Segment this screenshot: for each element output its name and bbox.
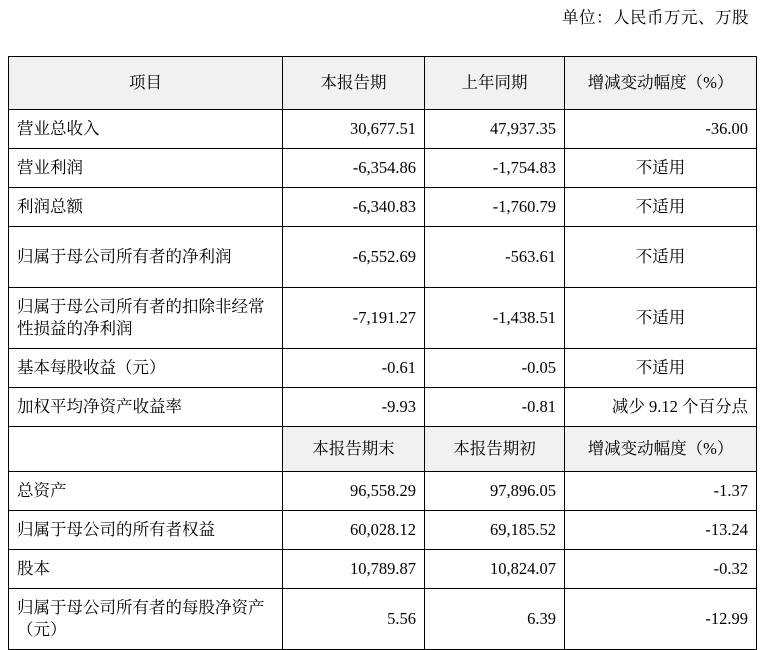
row-previous: -0.05	[425, 349, 565, 388]
row-label: 总资产	[9, 472, 283, 511]
header-cell-current-period: 本报告期	[283, 57, 425, 110]
row-label: 归属于母公司所有者的净利润	[9, 227, 283, 288]
row-change: -36.00	[565, 110, 757, 149]
row-previous: -0.81	[425, 388, 565, 427]
row-change: 不适用	[565, 349, 757, 388]
row-current: -0.61	[283, 349, 425, 388]
table-mid-header-row	[9, 427, 757, 472]
table-row	[9, 288, 757, 349]
row-current: -6,340.83	[283, 188, 425, 227]
table-row	[9, 511, 757, 550]
row-label: 归属于母公司的所有者权益	[9, 511, 283, 550]
table-row	[9, 188, 757, 227]
row-current: -9.93	[283, 388, 425, 427]
table-row	[9, 349, 757, 388]
row-previous: 47,937.35	[425, 110, 565, 149]
header-cell-previous-period: 上年同期	[425, 57, 565, 110]
row-current: -6,354.86	[283, 149, 425, 188]
row-change: -13.24	[565, 511, 757, 550]
row-previous: 6.39	[425, 589, 565, 650]
mid-header-change: 增减变动幅度（%）	[565, 427, 757, 472]
row-change: 减少 9.12 个百分点	[565, 388, 757, 427]
mid-header-blank	[9, 427, 283, 472]
row-label: 归属于母公司所有者的每股净资产（元）	[9, 589, 283, 650]
row-label: 利润总额	[9, 188, 283, 227]
mid-header-period-begin: 本报告期初	[425, 427, 565, 472]
table-row	[9, 589, 757, 650]
unit-note: 单位：人民币万元、万股	[562, 8, 749, 27]
financial-summary-table	[8, 56, 757, 650]
row-change: -12.99	[565, 589, 757, 650]
row-change: -1.37	[565, 472, 757, 511]
row-previous: 97,896.05	[425, 472, 565, 511]
header-cell-item: 项目	[9, 57, 283, 110]
row-current: 60,028.12	[283, 511, 425, 550]
row-previous: -1,438.51	[425, 288, 565, 349]
row-label: 归属于母公司所有者的扣除非经常性损益的净利润	[9, 288, 283, 349]
mid-header-period-end: 本报告期末	[283, 427, 425, 472]
table-row	[9, 110, 757, 149]
table-row	[9, 472, 757, 511]
table-body	[9, 57, 757, 650]
table-row	[9, 388, 757, 427]
row-label: 营业总收入	[9, 110, 283, 149]
row-change: 不适用	[565, 288, 757, 349]
row-change: 不适用	[565, 149, 757, 188]
table-row	[9, 227, 757, 288]
row-label: 基本每股收益（元）	[9, 349, 283, 388]
row-previous: -1,754.83	[425, 149, 565, 188]
table-header-row	[9, 57, 757, 110]
row-change: 不适用	[565, 227, 757, 288]
row-label: 股本	[9, 550, 283, 589]
header-cell-change: 增减变动幅度（%）	[565, 57, 757, 110]
row-current: -6,552.69	[283, 227, 425, 288]
row-label: 加权平均净资产收益率	[9, 388, 283, 427]
row-label: 营业利润	[9, 149, 283, 188]
row-previous: 69,185.52	[425, 511, 565, 550]
row-current: 10,789.87	[283, 550, 425, 589]
table-row	[9, 550, 757, 589]
table-row	[9, 149, 757, 188]
row-change: -0.32	[565, 550, 757, 589]
row-previous: -1,760.79	[425, 188, 565, 227]
row-change: 不适用	[565, 188, 757, 227]
row-current: 96,558.29	[283, 472, 425, 511]
row-previous: -563.61	[425, 227, 565, 288]
row-current: 5.56	[283, 589, 425, 650]
row-previous: 10,824.07	[425, 550, 565, 589]
row-current: 30,677.51	[283, 110, 425, 149]
row-current: -7,191.27	[283, 288, 425, 349]
